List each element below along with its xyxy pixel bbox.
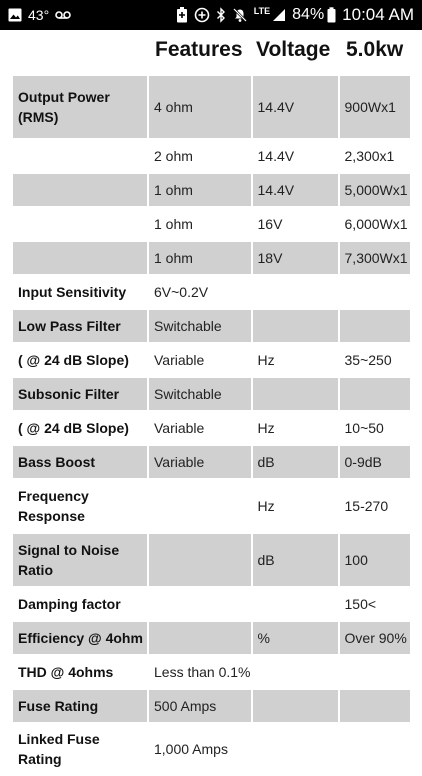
feature-cell: Output Power (RMS) xyxy=(13,76,147,138)
spec-header xyxy=(0,38,422,68)
signal-icon xyxy=(272,8,286,22)
table-row xyxy=(13,534,410,586)
value-cell: 900Wx1 xyxy=(340,76,410,138)
feature-cell xyxy=(13,140,147,172)
table-row xyxy=(13,174,410,206)
value-cell xyxy=(340,656,410,688)
value-cell: 35~250 xyxy=(344,352,392,368)
value-cell: 4 ohm xyxy=(149,76,251,138)
temperature-text: 43° xyxy=(28,7,50,23)
value-cell xyxy=(149,534,251,586)
value-cell xyxy=(149,588,251,620)
value-cell: 15-270 xyxy=(344,498,389,514)
value-cell: 0-9dB xyxy=(340,446,410,478)
value-cell: Hz xyxy=(257,352,275,368)
feature-cell xyxy=(13,174,147,206)
value-cell xyxy=(253,724,338,774)
value-cell: 14.4V xyxy=(257,148,295,164)
table-row xyxy=(13,140,410,172)
value-cell xyxy=(253,276,338,308)
value-cell: Variable xyxy=(154,420,205,436)
feature-cell: ( @ 24 dB Slope) xyxy=(18,420,129,436)
feature-cell: THD @ 4ohms xyxy=(18,664,114,680)
value-cell: Hz xyxy=(257,420,275,436)
status-bar-left xyxy=(0,0,77,30)
value-cell: 10~50 xyxy=(344,420,384,436)
battery-icon xyxy=(327,7,336,23)
value-cell xyxy=(253,378,338,410)
table-row xyxy=(13,242,410,274)
value-cell: 2,300x1 xyxy=(344,148,395,164)
mute-icon xyxy=(232,7,248,23)
table-row xyxy=(13,208,410,240)
value-cell: Less than 0.1% xyxy=(154,664,251,680)
status-bar xyxy=(0,0,422,30)
value-cell: 500 Amps xyxy=(149,690,251,722)
voicemail-icon xyxy=(55,10,71,20)
value-cell: 100 xyxy=(340,534,410,586)
value-cell xyxy=(340,276,410,308)
feature-cell: Efficiency @ 4ohm xyxy=(13,622,147,654)
value-cell: 150< xyxy=(344,596,377,612)
value-cell: 5,000Wx1 xyxy=(340,174,410,206)
battery-saver-icon xyxy=(176,7,188,23)
feature-cell: Damping factor xyxy=(18,596,121,612)
value-cell xyxy=(340,310,410,342)
table-row xyxy=(13,310,410,342)
value-cell: 14.4V xyxy=(253,174,338,206)
feature-cell: Input Sensitivity xyxy=(18,284,127,300)
value-cell: 1 ohm xyxy=(154,216,193,232)
value-cell: 1 ohm xyxy=(149,242,251,274)
value-cell: 6,000Wx1 xyxy=(344,216,408,232)
value-cell xyxy=(253,310,338,342)
value-cell xyxy=(149,622,251,654)
table-row xyxy=(13,378,410,410)
table-row xyxy=(13,276,410,308)
image-icon xyxy=(8,8,22,22)
bluetooth-icon xyxy=(216,7,226,23)
value-cell: dB xyxy=(253,446,338,478)
value-cell: 14.4V xyxy=(253,76,338,138)
status-bar-right xyxy=(176,0,422,30)
table-row xyxy=(13,480,410,532)
value-cell: 1 ohm xyxy=(149,174,251,206)
value-cell xyxy=(340,724,410,774)
value-cell: 16V xyxy=(257,216,283,232)
header-features: Features xyxy=(155,38,243,61)
network-type: LTE xyxy=(253,6,271,16)
spec-table xyxy=(11,74,412,776)
value-cell xyxy=(149,480,251,532)
value-cell xyxy=(340,378,410,410)
value-cell: 2 ohm xyxy=(154,148,193,164)
table-row xyxy=(13,724,410,774)
value-cell xyxy=(253,690,338,722)
data-saver-icon xyxy=(194,7,210,23)
header-power: 5.0kw xyxy=(346,38,404,61)
feature-cell: Linked Fuse Rating xyxy=(18,731,100,767)
value-cell: Over 90% xyxy=(340,622,410,654)
value-cell: dB xyxy=(253,534,338,586)
value-cell: % xyxy=(253,622,338,654)
spec-table-body xyxy=(13,76,410,774)
feature-cell: Low Pass Filter xyxy=(13,310,147,342)
feature-cell xyxy=(13,242,147,274)
value-cell: 1,000 Amps xyxy=(154,741,228,757)
table-row xyxy=(13,446,410,478)
table-row xyxy=(13,76,410,138)
header-voltage: Voltage xyxy=(256,38,331,61)
feature-cell: Fuse Rating xyxy=(13,690,147,722)
table-row xyxy=(13,344,410,376)
feature-cell: Signal to Noise Ratio xyxy=(13,534,147,586)
battery-percent: 84% xyxy=(292,6,325,23)
table-row xyxy=(13,656,410,688)
feature-cell: ( @ 24 dB Slope) xyxy=(18,352,129,368)
value-cell xyxy=(253,588,338,620)
value-cell xyxy=(340,690,410,722)
feature-cell: Subsonic Filter xyxy=(13,378,147,410)
feature-cell xyxy=(13,208,147,240)
clock-time: 10:04 AM xyxy=(342,5,414,24)
table-row xyxy=(13,690,410,722)
table-row xyxy=(13,412,410,444)
value-cell: Switchable xyxy=(149,378,251,410)
value-cell: 18V xyxy=(253,242,338,274)
value-cell xyxy=(253,656,338,688)
value-cell: 7,300Wx1 xyxy=(340,242,410,274)
value-cell: Hz xyxy=(257,498,275,514)
value-cell: 6V~0.2V xyxy=(154,284,209,300)
value-cell: Variable xyxy=(154,352,205,368)
value-cell: Variable xyxy=(149,446,251,478)
value-cell: Switchable xyxy=(149,310,251,342)
feature-cell: Frequency Response xyxy=(18,488,89,524)
feature-cell: Bass Boost xyxy=(13,446,147,478)
table-row xyxy=(13,588,410,620)
table-row xyxy=(13,622,410,654)
